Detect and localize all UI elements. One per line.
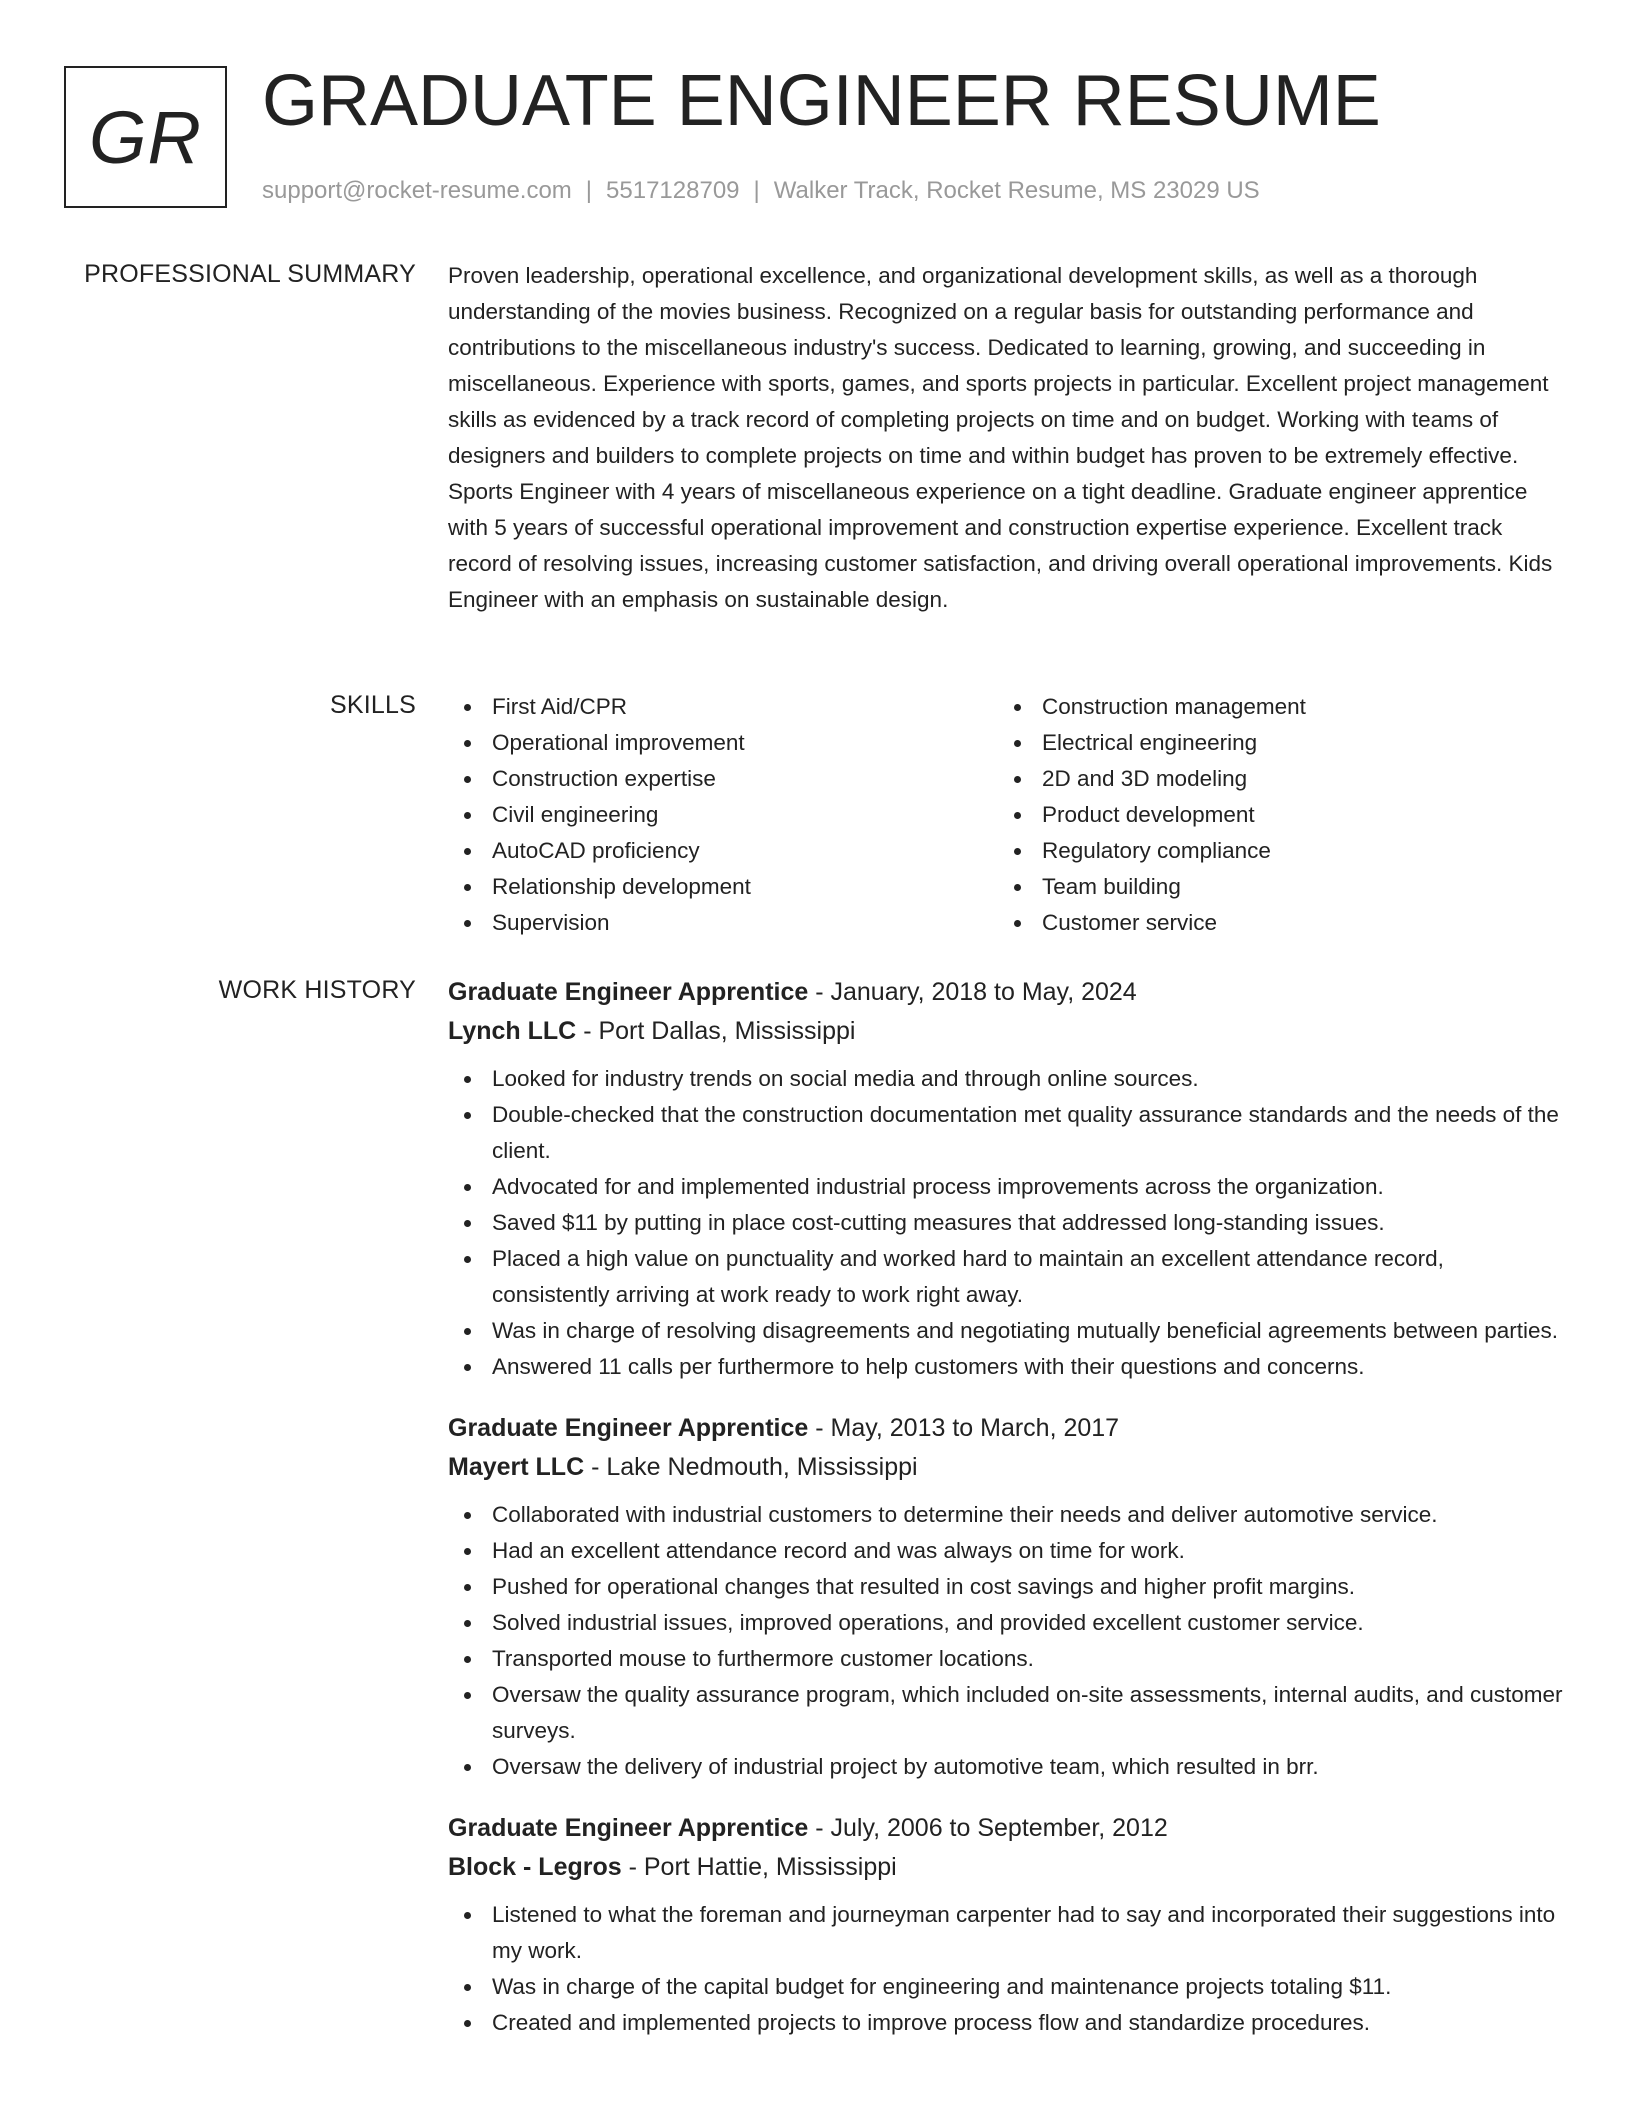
summary-body — [448, 258, 1566, 618]
job-bullet-list — [448, 1497, 1566, 1785]
job-bullet: Transported mouse to furthermore customer locations. — [448, 1641, 1566, 1677]
job-location: - Port Hattie, Mississippi — [621, 1853, 897, 1881]
job-bullet-list — [448, 1897, 1566, 2041]
job-entry — [448, 973, 1566, 1385]
job-bullet: Collaborated with industrial customers to determine their needs and deliver automotive service. — [448, 1497, 1566, 1533]
job-bullet: Answered 11 calls per furthermore to help customers with their questions and concerns. — [448, 1349, 1566, 1385]
contact-phone: 5517128709 — [606, 177, 740, 204]
skill-item: AutoCAD proficiency — [448, 833, 998, 869]
skill-item: Civil engineering — [448, 797, 998, 833]
skill-item: Regulatory compliance — [998, 833, 1548, 869]
skill-item: Relationship development — [448, 869, 998, 905]
job-dates: - July, 2006 to September, 2012 — [808, 1814, 1168, 1842]
skill-item: Customer service — [998, 905, 1548, 941]
skills-list-right — [998, 689, 1548, 941]
skills-body — [448, 689, 1566, 941]
job-bullet: Created and implemented projects to improve process flow and standardize procedures. — [448, 2005, 1566, 2041]
job-entry — [448, 1409, 1566, 1785]
skill-item: 2D and 3D modeling — [998, 761, 1548, 797]
job-bullet: Pushed for operational changes that resulted in cost savings and higher profit margins. — [448, 1569, 1566, 1605]
contact-separator: | — [585, 177, 593, 204]
monogram-logo: GR — [64, 66, 227, 208]
job-bullet: Was in charge of the capital budget for engineering and maintenance projects totaling $11. — [448, 1969, 1566, 2005]
job-bullet: Solved industrial issues, improved operations, and provided excellent customer service. — [448, 1605, 1566, 1641]
job-company-line — [448, 1012, 1566, 1051]
contact-address: Walker Track, Rocket Resume, MS 23029 US — [773, 177, 1260, 204]
job-location: - Lake Nedmouth, Mississippi — [584, 1453, 918, 1481]
summary-heading: PROFESSIONAL SUMMARY — [84, 260, 416, 288]
job-entry — [448, 1809, 1566, 2041]
contact-separator: | — [753, 177, 760, 204]
job-bullet: Oversaw the quality assurance program, which included on-site assessments, internal audits, and customer surveys. — [448, 1677, 1566, 1749]
job-company-line — [448, 1448, 1566, 1487]
job-title-line — [448, 973, 1566, 1012]
job-company: Mayert LLC — [448, 1453, 585, 1481]
job-bullet: Oversaw the delivery of industrial project by automotive team, which resulted in brr. — [448, 1749, 1566, 1785]
skill-item: Supervision — [448, 905, 998, 941]
job-bullet: Listened to what the foreman and journeyman carpenter had to say and incorporated their suggestions into my work. — [448, 1897, 1566, 1969]
job-location: - Port Dallas, Mississippi — [576, 1017, 856, 1045]
skill-item: First Aid/CPR — [448, 689, 998, 725]
job-company: Lynch LLC — [448, 1017, 577, 1045]
summary-text: Proven leadership, operational excellence, and organizational development skills, as well as a thorough understanding of the movies business. Recognized on a regular basis for outstanding performance and contributions to the miscellaneous industry's success. Dedicated to learning, growing, and succeeding in miscellaneous. Experience with sports, games, and sports projects in particular. Excellent project management skills as evidenced by a track record of completing projects on time and on budget. Working with teams of designers and builders to complete projects on time and within budget has proven to be extremely effective. Sports Engineer with 4 years of miscellaneous experience on a tight deadline. Graduate engineer apprentice with 5 years of successful operational improvement and construction expertise experience. Excellent track record of resolving issues, increasing customer satisfaction, and driving overall operational improvements. Kids Engineer with an emphasis on sustainable design. — [448, 263, 1553, 612]
job-title-line — [448, 1409, 1566, 1448]
skill-item: Electrical engineering — [998, 725, 1548, 761]
job-bullet: Saved $11 by putting in place cost-cutting measures that addressed long-standing issues. — [448, 1205, 1566, 1241]
skill-item: Construction expertise — [448, 761, 998, 797]
work-history-body — [448, 973, 1566, 2065]
contact-line — [262, 176, 1260, 206]
skill-item: Team building — [998, 869, 1548, 905]
job-bullet: Had an excellent attendance record and was always on time for work. — [448, 1533, 1566, 1569]
skills-list-left — [448, 689, 998, 941]
job-bullet: Placed a high value on punctuality and worked hard to maintain an excellent attendance record, consistently arriving at work ready to work right away. — [448, 1241, 1566, 1313]
skill-item: Product development — [998, 797, 1548, 833]
job-bullet-list — [448, 1061, 1566, 1385]
contact-email: support@rocket-resume.com — [262, 177, 572, 204]
skill-item: Operational improvement — [448, 725, 998, 761]
job-title-line — [448, 1809, 1566, 1848]
job-company-line — [448, 1848, 1566, 1887]
skill-item: Construction management — [998, 689, 1548, 725]
work-history-heading: WORK HISTORY — [218, 976, 416, 1004]
job-bullet: Double-checked that the construction documentation met quality assurance standards and the needs of the client. — [448, 1097, 1566, 1169]
resume-title: GRADUATE ENGINEER RESUME — [262, 61, 1381, 141]
job-title: Graduate Engineer Apprentice — [448, 1414, 809, 1442]
job-company: Block - Legros — [448, 1853, 622, 1881]
job-bullet: Advocated for and implemented industrial process improvements across the organization. — [448, 1169, 1566, 1205]
skills-heading: SKILLS — [330, 691, 416, 719]
job-bullet: Looked for industry trends on social media and through online sources. — [448, 1061, 1566, 1097]
job-title: Graduate Engineer Apprentice — [448, 1814, 809, 1842]
job-dates: - January, 2018 to May, 2024 — [808, 978, 1137, 1006]
job-dates: - May, 2013 to March, 2017 — [808, 1414, 1120, 1442]
job-title: Graduate Engineer Apprentice — [448, 978, 809, 1006]
job-bullet: Was in charge of resolving disagreements and negotiating mutually beneficial agreements between parties. — [448, 1313, 1566, 1349]
